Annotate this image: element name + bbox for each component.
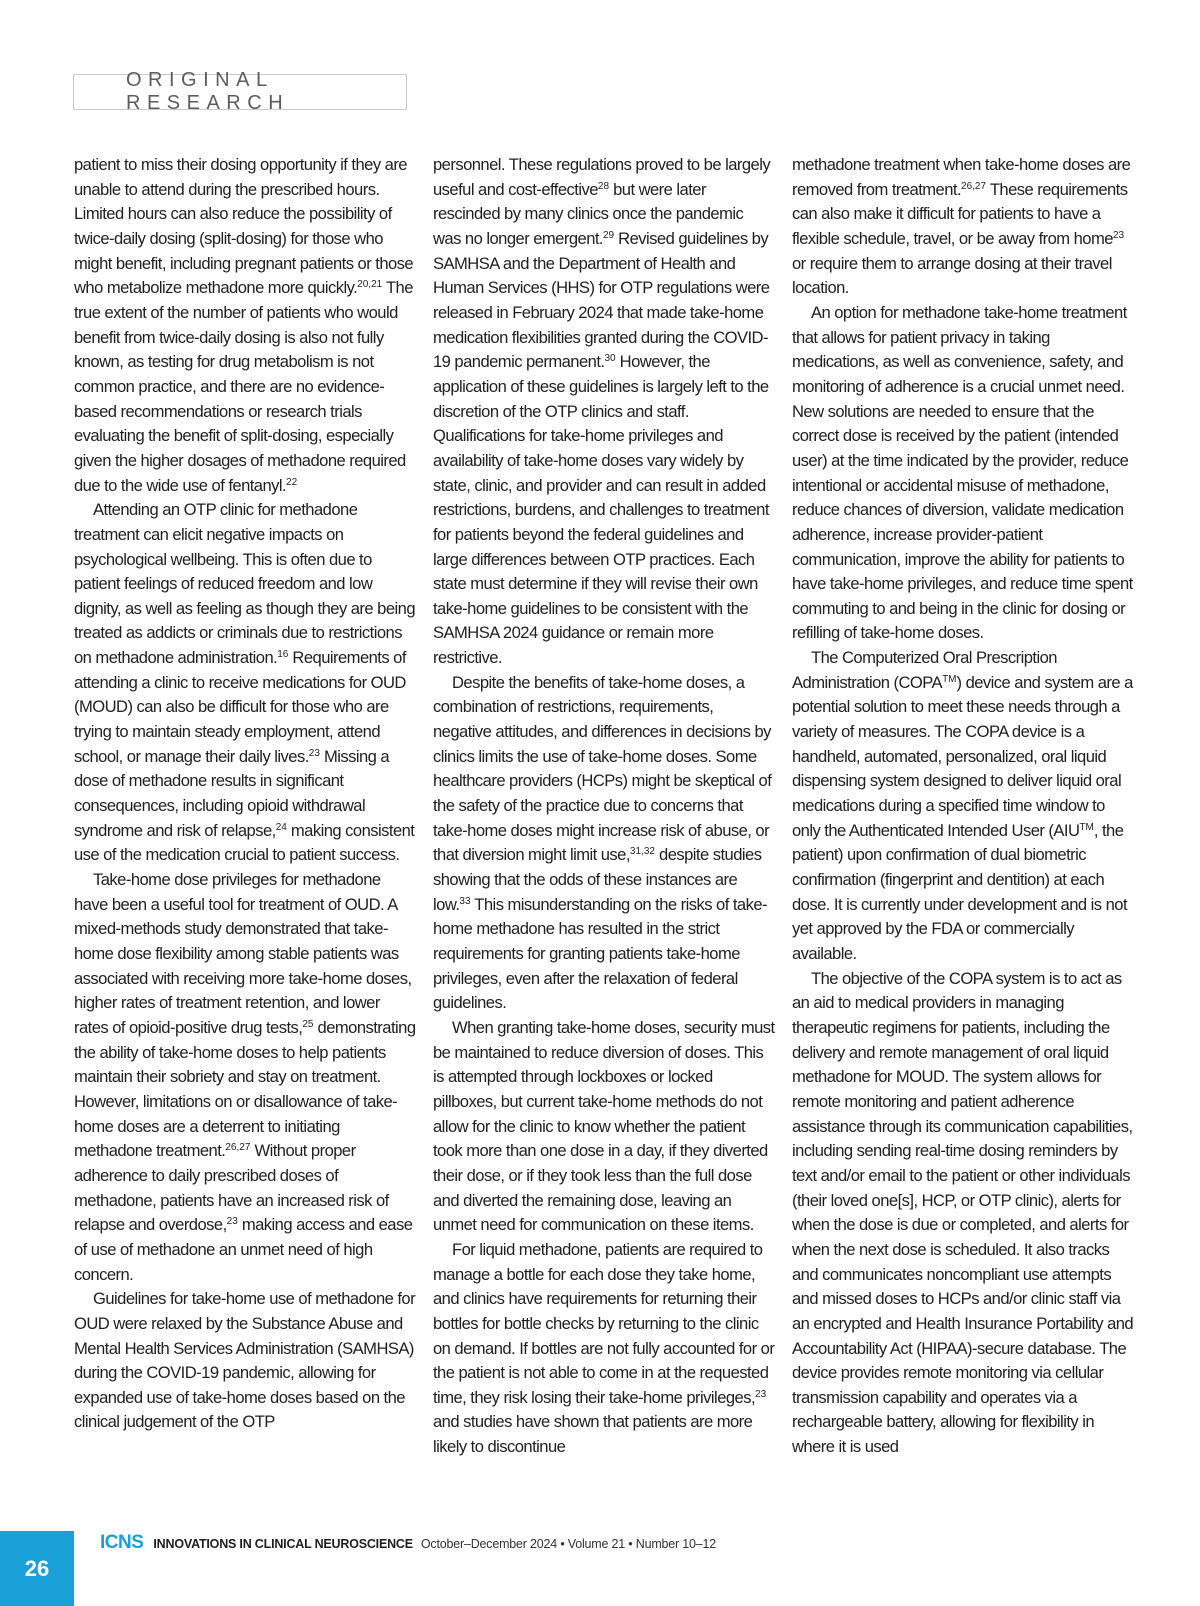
- text-run: An option for methadone take-home treatment that allows for patient privacy in taking medications, as well as convenience, safety, and monitoring of adherence is a crucial unmet need. New solutions are needed to ensure that the correct dose is received by the patient (intended user) at the time indicated by the provider, reduce intentional or accidental misuse of methadone, reduce chances of diversion, validate medication adherence, increase provider-patient communication, improve the ability for patients to have take-home privileges, and reduce time spent commuting to and being in the clinic for dosing or refilling of take-home doses.: [792, 302, 1133, 643]
- citation-superscript: 22: [286, 476, 298, 488]
- text-run: methadone treatment when take-home doses are removed from treatment.: [792, 155, 1131, 199]
- citation-superscript: 29: [603, 229, 615, 241]
- citation-superscript: 28: [597, 180, 610, 192]
- paragraph: [792, 153, 1134, 301]
- paragraph: [792, 301, 1134, 646]
- journal-name: INNOVATIONS IN CLINICAL NEUROSCIENCE: [153, 1537, 413, 1551]
- paragraph: [433, 1238, 775, 1460]
- text-run: patient to miss their dosing opportunity if they are unable to attend during the prescribed hours. Limited hours can also reduce the possibility of twice-daily dosing (split-dosing) for those who might benefit, including pregnant patients or those who metabolize methadone more quickly.: [74, 155, 414, 298]
- citation-superscript: 26,27: [225, 1142, 251, 1154]
- citation-superscript: 25: [302, 1018, 314, 1030]
- citation-superscript: 20,21: [357, 279, 383, 291]
- paragraph: [433, 671, 775, 1016]
- text-run: Attending an OTP clinic for methadone treatment can elicit negative impacts on psychological wellbeing. This is often due to patient feelings of reduced freedom and low dignity, as well as feeling as though they are being treated as addicts or criminals due to restrictions on methadone administration.: [74, 500, 416, 668]
- journal-footer: [100, 1532, 716, 1554]
- citation-superscript: 24: [275, 821, 287, 833]
- text-column-3: [792, 153, 1134, 1460]
- text-run: but were later rescinded by many clinics once the pandemic was no longer emergent.: [433, 179, 744, 248]
- text-run: Take-home dose privileges for methadone have been a useful tool for treatment of OUD. A mixed-methods study demonstrated that take-home dose flexibility among stable patients was associated with receiving more take-home doses, higher rates of treatment retention, and lower rates of opioid-positive drug tests,: [74, 870, 412, 1037]
- text-run: Revised guidelines by SAMHSA and the Department of Health and Human Services (HHS) for OTP regulations were released in February 2024 that made take-home medication flexibilities granted during the COVID-19 pandemic permanent.: [433, 228, 770, 372]
- paragraph: [74, 868, 416, 1287]
- citation-superscript: 16: [277, 649, 289, 661]
- text-run: , the patient) upon confirmation of dual biometric confirmation (fingerprint and dentition) at each dose. It is currently under development and is not yet approved by the FDA or commercially available.: [792, 820, 1128, 963]
- text-run: demonstrating the ability of take-home doses to help patients maintain their sobriety and stay on treatment. However, limitations on or disallowance of take-home doses are a deterrent to initiating methadone treatment.: [74, 1017, 416, 1161]
- text-run: making access and ease of use of methadone an unmet need of high concern.: [74, 1215, 413, 1284]
- text-run: Despite the benefits of take-home doses, a combination of restrictions, requirements, negative attitudes, and differences in decisions by clinics limits the use of take-home doses. Some healthcare providers (HCPs) might be skeptical of the safety of the practice due to concerns that take-home doses might increase risk of abuse, or that diversion might limit use,: [433, 672, 772, 865]
- citation-superscript: 23: [308, 747, 320, 759]
- citation-superscript: TM: [1079, 821, 1094, 833]
- paragraph: [74, 153, 416, 498]
- citation-superscript: 23: [226, 1216, 238, 1228]
- text-run: The Computerized Oral Prescription Administration (COPA: [792, 648, 1057, 692]
- citation-superscript: 33: [459, 895, 471, 907]
- citation-superscript: 26,27: [961, 180, 987, 192]
- text-column-2: [433, 153, 775, 1460]
- text-run: ) device and system are a potential solution to meet these needs through a variety of measures. The COPA device is a handheld, automated, personalized, oral liquid dispensing system designed to deliver liquid oral medications during a specified time window to only the Authenticated Intended User (AIU: [792, 672, 1133, 840]
- citation-superscript: 31,32: [629, 846, 655, 858]
- page-number: 26: [0, 1531, 74, 1606]
- text-run: Without proper adherence to daily prescribed doses of methadone, patients have an increased risk of relapse and overdose,: [74, 1141, 389, 1235]
- issue-info: October–December 2024 • Volume 21 • Number 10–12: [420, 1537, 717, 1551]
- citation-superscript: 23: [755, 1388, 767, 1400]
- text-run: or require them to arrange dosing at their travel location.: [792, 253, 1112, 298]
- text-run: making consistent use of the medication crucial to patient success.: [74, 820, 415, 865]
- citation-superscript: 23: [1112, 229, 1125, 241]
- paragraph: [74, 498, 416, 868]
- text-run: This misunderstanding on the risks of take-home methadone has resulted in the strict requirements for granting patients take-home privileges, even after the relaxation of federal guidelines.: [433, 894, 767, 1013]
- text-run: These requirements can also make it difficult for patients to have a flexible schedule, travel, or be away from home: [792, 179, 1128, 248]
- journal-logo: ICNS: [100, 1532, 144, 1553]
- text-run: Guidelines for take-home use of methadone for OUD were relaxed by the Substance Abuse and Mental Health Services Administration (SAMHSA) during the COVID-19 pandemic, allowing for expanded use of take-home doses based on the clinical judgement of the OTP: [74, 1289, 416, 1432]
- text-run: When granting take-home doses, security must be maintained to reduce diversion of doses. This is attempted through lockboxes or locked pillboxes, but current take-home methods do not allow for the clinic to know whether the patient took more than one dose in a day, if they diverted their dose, or if they took less than the full dose and diverted the remaining dose, leaving an unmet need for communication on these items.: [433, 1017, 775, 1235]
- text-run: personnel. These regulations proved to be largely useful and cost-effective: [433, 155, 771, 199]
- section-label: [73, 69, 407, 114]
- text-run: However, the application of these guidelines is largely left to the discretion of the OTP clinics and staff. Qualifications for take-home privileges and availability of take-home doses vary widely by state, clinic, and provider and can result in added restrictions, burdens, and challenges to treatment for patients beyond the federal guidelines and large differences between OTP practices. Each state must determine if they will revise their own take-home guidelines to be consistent with the SAMHSA 2024 guidance or remain more restrictive.: [433, 352, 769, 668]
- text-run: For liquid methadone, patients are required to manage a bottle for each dose they take home, and clinics have requirements for returning their bottles for bottle checks by returning to the clinic on demand. If bottles are not fully accounted for or the patient is not able to come in at the requested time, they risk losing their take-home privileges,: [433, 1239, 775, 1407]
- paragraph: [433, 153, 775, 671]
- paragraph: [74, 1287, 416, 1435]
- paragraph: [792, 967, 1134, 1460]
- text-run: despite studies showing that the odds of these instances are low.: [433, 845, 762, 914]
- text-run: Missing a dose of methadone results in significant consequences, including opioid withdrawal syndrome and risk of relapse,: [74, 746, 390, 840]
- text-run: The objective of the COPA system is to act as an aid to medical providers in managing therapeutic regimens for patients, including the delivery and remote management of oral liquid methadone for MOUD. The system allows for remote monitoring and patient adherence assistance through its communication capabilities, including sending real-time dosing reminders by text and/or email to the patient or other individuals (their loved one[s], HCP, or OTP clinic), alerts for when the dose is due or completed, and alerts for when the next dose is scheduled. It also tracks and communicates noncompliant use attempts and missed doses to HCPs and/or clinic staff via an encrypted and Health Insurance Portability and Accountability Act (HIPAA)-secure database. The device provides remote monitoring via cellular transmission capability and operates via a rechargeable battery, allowing for flexibility in where it is used: [792, 968, 1134, 1457]
- paragraph: [792, 646, 1134, 967]
- citation-superscript: 30: [604, 353, 616, 365]
- text-run: The true extent of the number of patients who would benefit from twice-daily dosing is also not fully known, as testing for drug metabolism is not common practice, and there are no evidence-based recommendations or research trials evaluating the benefit of split-dosing, especially given the higher dosages of methadone required due to the wide use of fentanyl.: [74, 278, 413, 495]
- paragraph: [433, 1016, 775, 1238]
- citation-superscript: TM: [942, 673, 957, 685]
- text-run: Requirements of attending a clinic to receive medications for OUD (MOUD) can also be difficult for those who are trying to maintain steady employment, attend school, or manage their daily lives.: [74, 648, 406, 766]
- text-run: and studies have shown that patients are more likely to discontinue: [433, 1412, 753, 1457]
- section-label-text: ORIGINAL RESEARCH: [126, 69, 290, 114]
- text-column-1: [74, 153, 416, 1435]
